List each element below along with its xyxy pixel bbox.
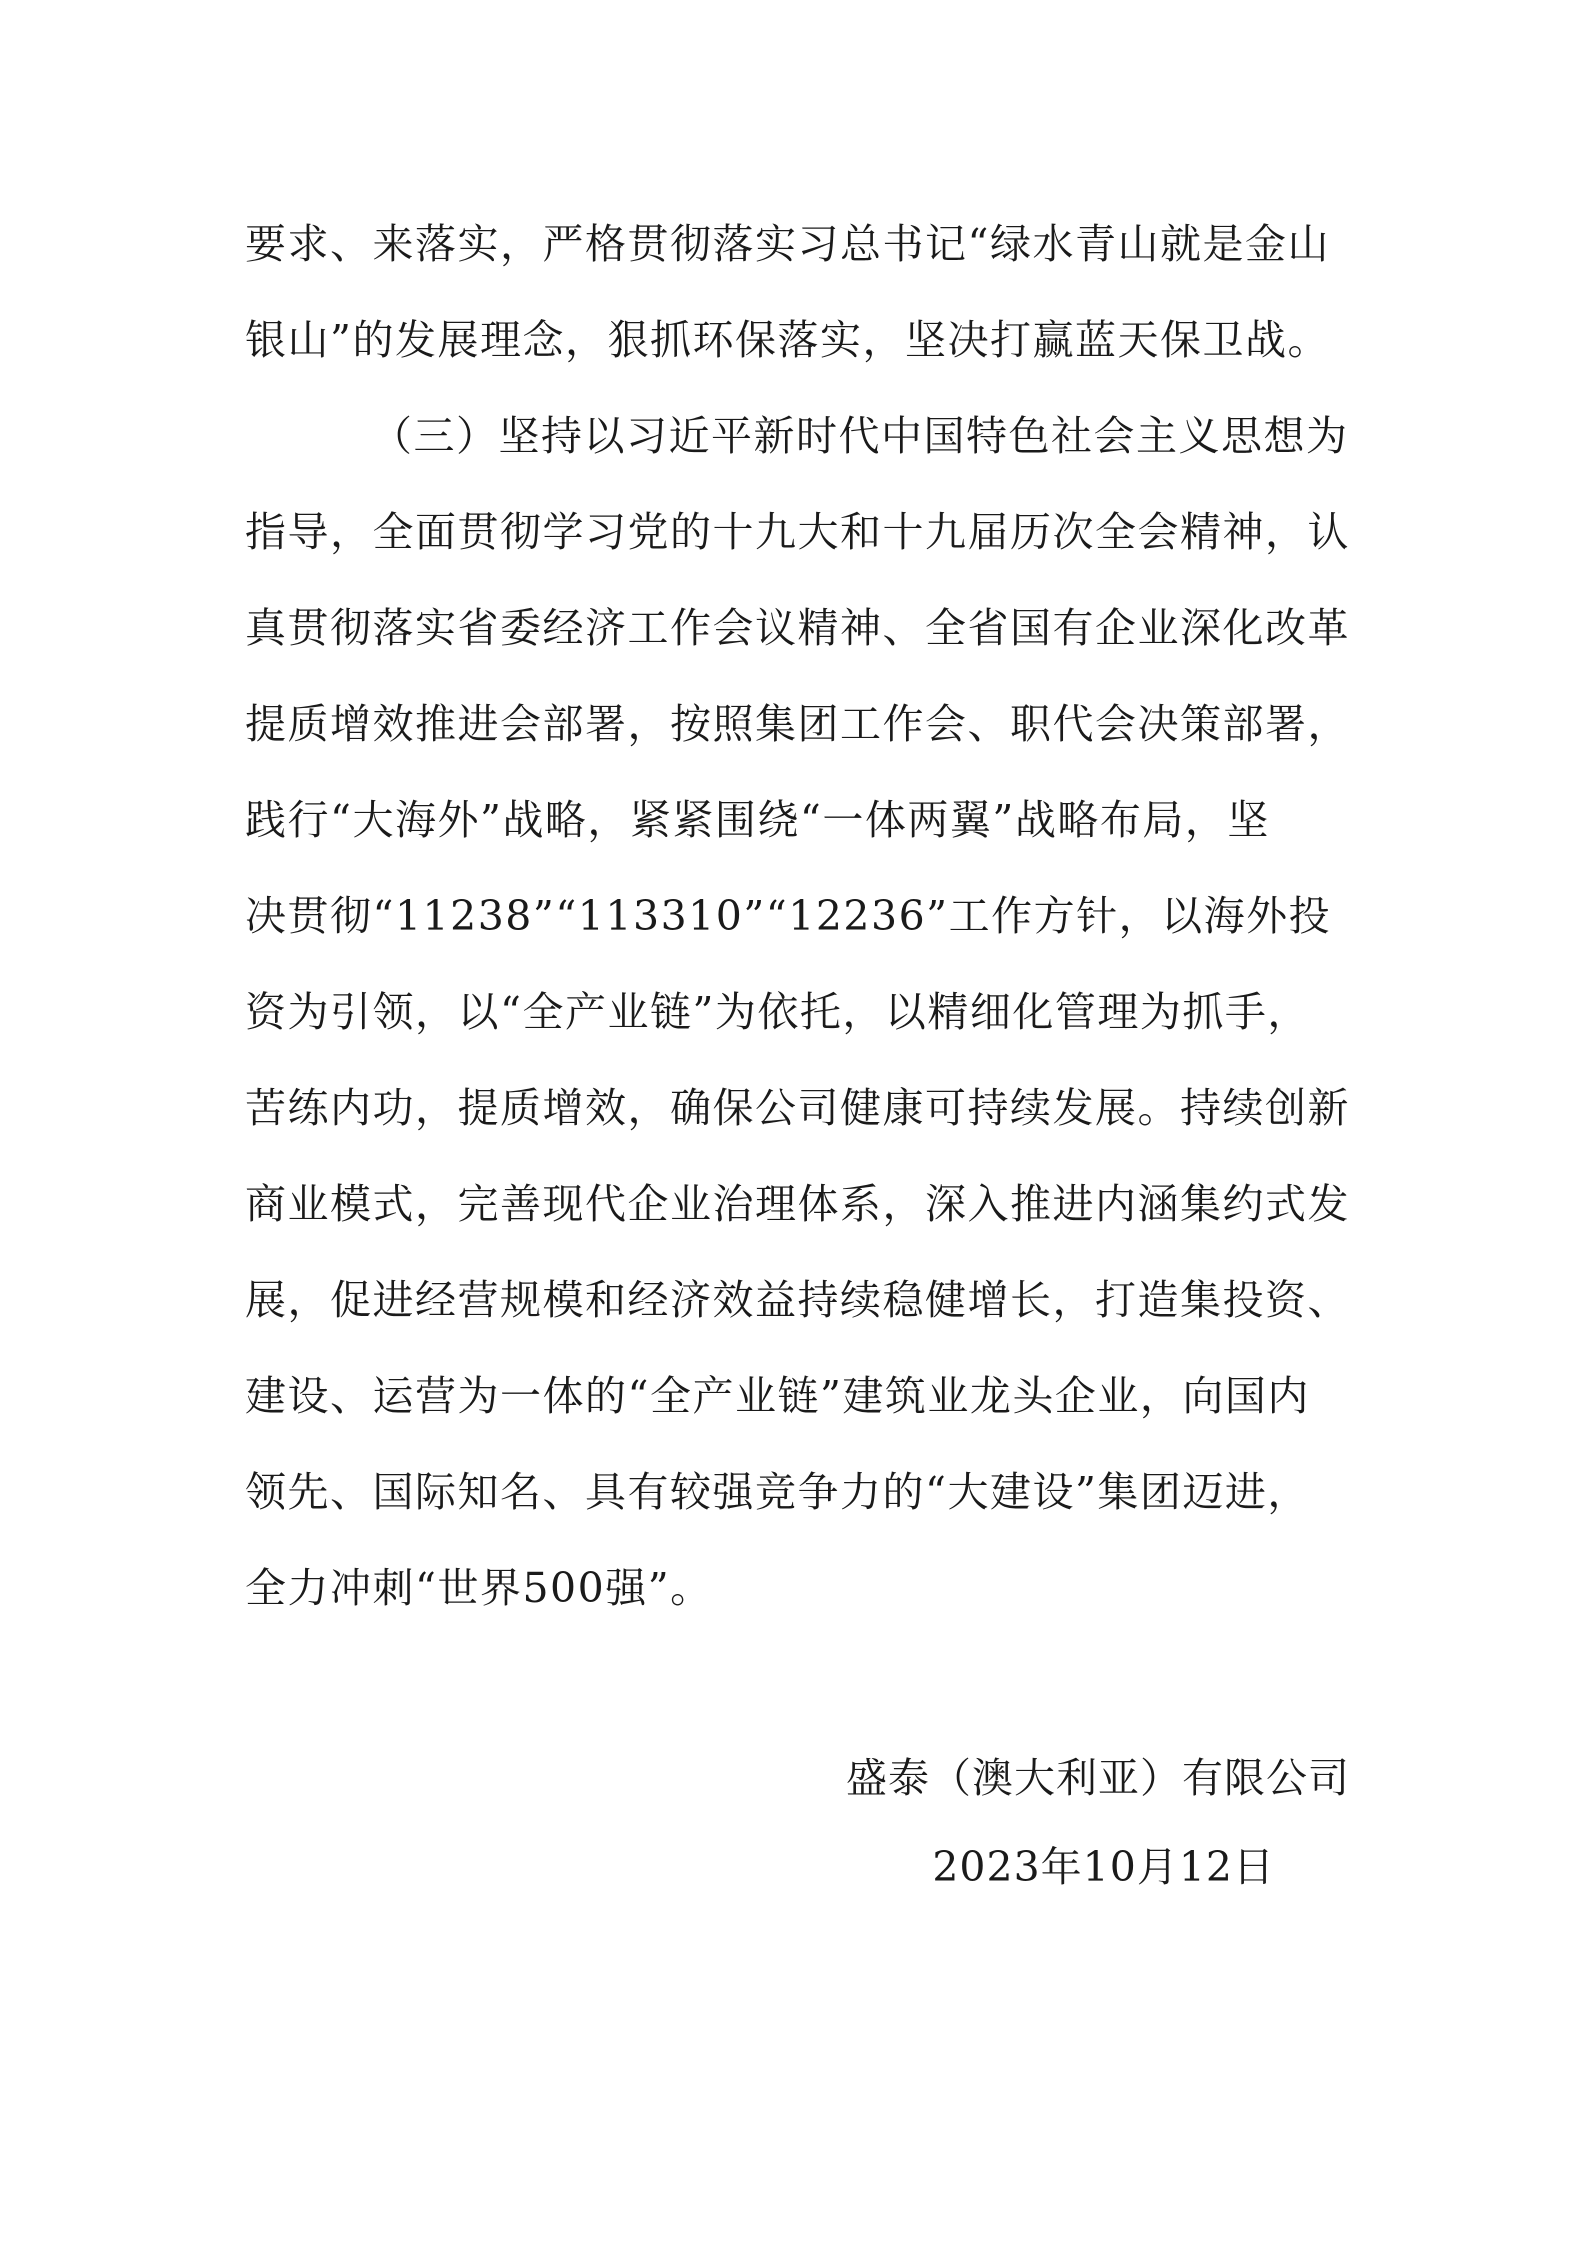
text-line: 建设、运营为一体的“全产业链”建筑业龙头企业，向国内 [245, 1372, 1310, 1420]
text-line: 践行“大海外”战略，紧紧围绕“一体两翼”战略布局，坚 [245, 796, 1270, 844]
text-line: 展，促进经营规模和经济效益持续稳健增长，打造集投资、 [245, 1276, 1350, 1324]
text-line: 银山”的发展理念，狠抓环保落实，坚决打赢蓝天保卫战。 [245, 316, 1330, 364]
text-line: 领先、国际知名、具有较强竞争力的“大建设”集团迈进， [245, 1468, 1310, 1516]
signature-block [0, 1730, 1350, 1922]
signature-date: 2023年10月12日 [932, 1843, 1275, 1891]
text-line: 指导，全面贯彻学习党的十九大和十九届历次全会精神，认 [245, 508, 1350, 556]
text-line: （三）坚持以习近平新时代中国特色社会主义思想为 [371, 412, 1349, 460]
text-line: 商业模式，完善现代企业治理体系，深入推进内涵集约式发 [245, 1180, 1350, 1228]
text-line: 提质增效推进会部署，按照集团工作会、职代会决策部署， [245, 700, 1350, 748]
text-line: 全力冲刺“世界500强”。 [245, 1564, 713, 1612]
text-line: 苦练内功，提质增效，确保公司健康可持续发展。持续创新 [245, 1084, 1350, 1132]
signature-organization: 盛泰（澳大利亚）有限公司 [846, 1754, 1350, 1802]
document-body [245, 196, 1365, 1636]
text-line: 资为引领，以“全产业链”为依托，以精细化管理为抓手， [245, 988, 1310, 1036]
text-line: 真贯彻落实省委经济工作会议精神、全省国有企业深化改革 [245, 604, 1350, 652]
text-line: 决贯彻“11238”“113310”“12236”工作方针，以海外投 [245, 892, 1332, 940]
text-line: 要求、来落实，严格贯彻落实习总书记“绿水青山就是金山 [245, 220, 1330, 268]
